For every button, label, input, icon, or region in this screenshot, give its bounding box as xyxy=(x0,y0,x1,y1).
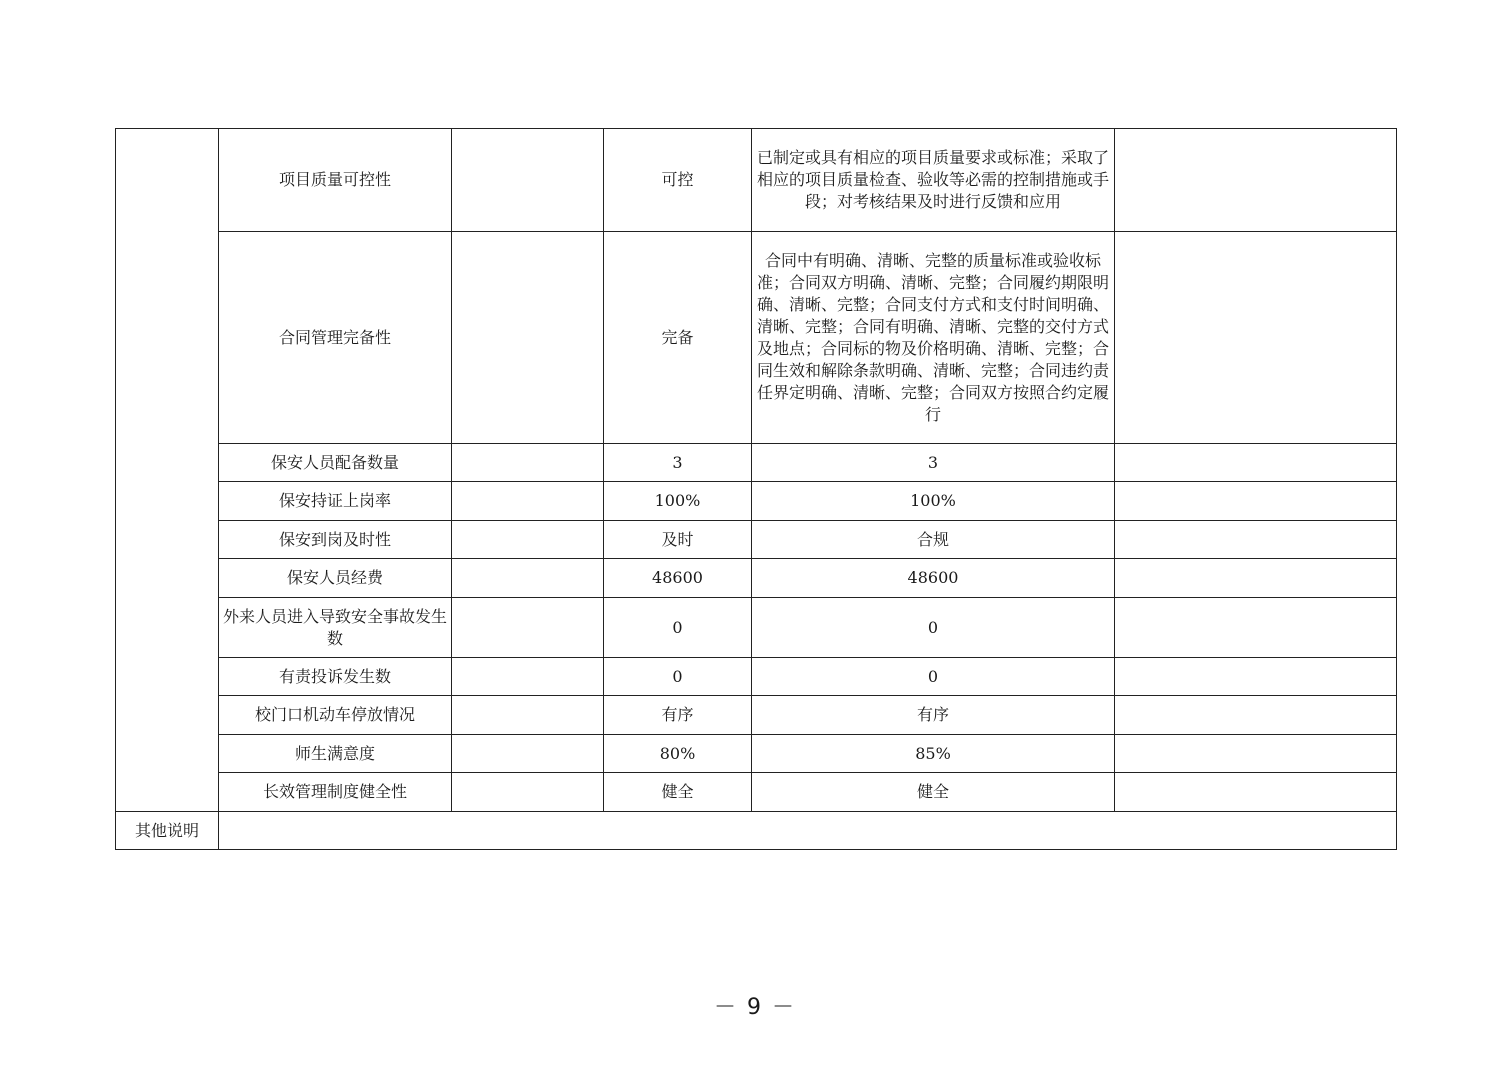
actual-cell: 48600 xyxy=(752,559,1115,598)
remark-cell xyxy=(1115,735,1397,773)
target-cell: 健全 xyxy=(604,773,752,812)
table-row xyxy=(116,232,1397,444)
remark-cell xyxy=(1115,658,1397,696)
indicator-cell: 有责投诉发生数 xyxy=(219,658,452,696)
category-cell xyxy=(116,129,219,812)
actual-cell: 已制定或具有相应的项目质量要求或标准；采取了相应的项目质量检查、验收等必需的控制措施或手段；对考核结果及时进行反馈和应用 xyxy=(752,129,1115,232)
actual-cell: 85% xyxy=(752,735,1115,773)
remark-cell xyxy=(1115,696,1397,735)
remark-cell xyxy=(1115,559,1397,598)
blank-cell xyxy=(452,232,604,444)
remark-cell xyxy=(1115,482,1397,521)
blank-cell xyxy=(452,559,604,598)
indicator-cell: 长效管理制度健全性 xyxy=(219,773,452,812)
target-cell: 48600 xyxy=(604,559,752,598)
table-row xyxy=(116,658,1397,696)
target-cell: 3 xyxy=(604,444,752,482)
blank-cell xyxy=(452,696,604,735)
actual-cell: 有序 xyxy=(752,696,1115,735)
blank-cell xyxy=(452,482,604,521)
target-cell: 0 xyxy=(604,658,752,696)
performance-table xyxy=(115,128,1397,850)
indicator-cell: 保安人员配备数量 xyxy=(219,444,452,482)
other-notes-content xyxy=(219,812,1397,850)
table-row xyxy=(116,129,1397,232)
table-row xyxy=(116,444,1397,482)
actual-cell: 0 xyxy=(752,658,1115,696)
remark-cell xyxy=(1115,232,1397,444)
indicator-cell: 保安人员经费 xyxy=(219,559,452,598)
actual-cell: 合规 xyxy=(752,521,1115,559)
blank-cell xyxy=(452,598,604,658)
table-row xyxy=(116,559,1397,598)
actual-cell: 100% xyxy=(752,482,1115,521)
actual-cell: 3 xyxy=(752,444,1115,482)
target-cell: 有序 xyxy=(604,696,752,735)
indicator-cell: 保安到岗及时性 xyxy=(219,521,452,559)
table-row xyxy=(116,598,1397,658)
remark-cell xyxy=(1115,444,1397,482)
indicator-cell: 合同管理完备性 xyxy=(219,232,452,444)
blank-cell xyxy=(452,521,604,559)
table-row xyxy=(116,521,1397,559)
actual-cell: 健全 xyxy=(752,773,1115,812)
indicator-cell: 校门口机动车停放情况 xyxy=(219,696,452,735)
blank-cell xyxy=(452,658,604,696)
target-cell: 及时 xyxy=(604,521,752,559)
indicator-cell: 项目质量可控性 xyxy=(219,129,452,232)
target-cell: 完备 xyxy=(604,232,752,444)
page-number: － 9 － xyxy=(714,995,796,1020)
blank-cell xyxy=(452,129,604,232)
table-row xyxy=(116,482,1397,521)
indicator-cell: 保安持证上岗率 xyxy=(219,482,452,521)
blank-cell xyxy=(452,735,604,773)
indicator-cell: 外来人员进入导致安全事故发生数 xyxy=(219,598,452,658)
other-notes-label: 其他说明 xyxy=(116,812,219,850)
table-row xyxy=(116,696,1397,735)
table-row xyxy=(116,773,1397,812)
remark-cell xyxy=(1115,598,1397,658)
target-cell: 可控 xyxy=(604,129,752,232)
blank-cell xyxy=(452,444,604,482)
target-cell: 100% xyxy=(604,482,752,521)
other-notes-row xyxy=(116,812,1397,850)
blank-cell xyxy=(452,773,604,812)
target-cell: 0 xyxy=(604,598,752,658)
remark-cell xyxy=(1115,129,1397,232)
remark-cell xyxy=(1115,773,1397,812)
actual-cell: 合同中有明确、清晰、完整的质量标准或验收标准；合同双方明确、清晰、完整；合同履约期限明确、清晰、完整；合同支付方式和支付时间明确、清晰、完整；合同有明确、清晰、完整的交付方式及地点；合同标的物及价格明确、清晰、完整；合同生效和解除条款明确、清晰、完整；合同违约责任界定明确、清晰、完整；合同双方按照合约定履行 xyxy=(752,232,1115,444)
table-row xyxy=(116,735,1397,773)
actual-cell: 0 xyxy=(752,598,1115,658)
indicator-cell: 师生满意度 xyxy=(219,735,452,773)
remark-cell xyxy=(1115,521,1397,559)
target-cell: 80% xyxy=(604,735,752,773)
